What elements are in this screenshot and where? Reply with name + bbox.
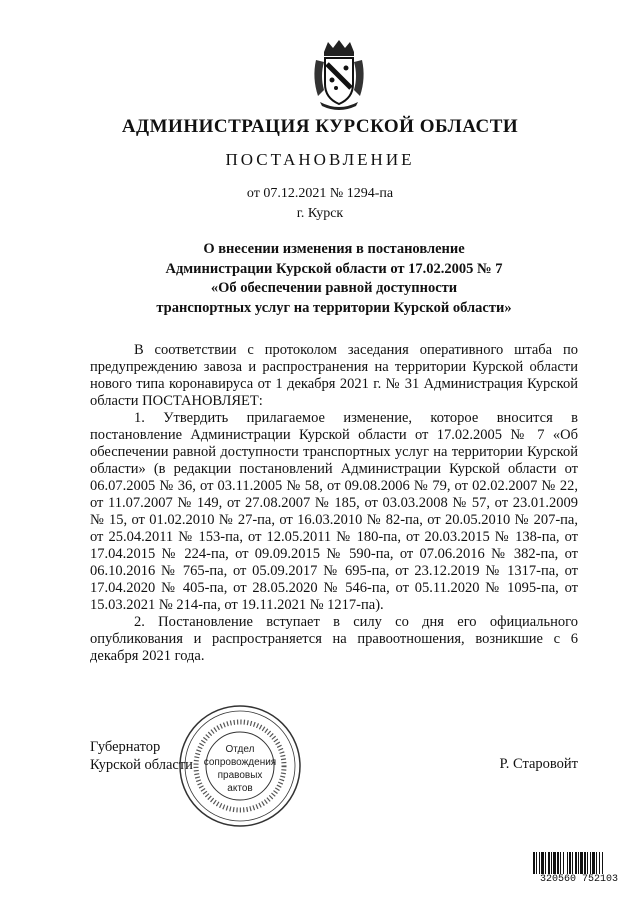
- preamble-paragraph: В соответствии с протоколом заседания оперативного штаба по предупреждению завоза и распространения на территории Курской области нового типа коронавируса от 1 декабря 2021 г. № 31 Администрация Курской области ПОСТАНОВЛЯЕТ:: [90, 342, 578, 409]
- subject-line: транспортных услуг на территории Курской области»: [156, 299, 512, 316]
- subject-line: Администрации Курской области от 17.02.2005 № 7: [165, 260, 503, 277]
- position-line: Губернатор: [90, 739, 161, 755]
- barcode-number: 320560 752103: [539, 874, 618, 885]
- item-1-paragraph: 1. Утвердить прилагаемое изменение, которое вносится в постановление Администрации Курской области от 17.02.2005 № 7 «Об обеспечении равной доступности транспортных услуг на территории Курской области» (в редакции постановлений Администрации Курской области от 06.07.2005 № 36, от 03.11.2005 № 58, от 09.08.2006 № 79, от 02.02.2007 № 22, от 11.07.2007 № 149, от 27.08.2007 № 185, от 03.03.2008 № 57, от 23.01.2009 № 15, от 01.02.2010 № 27-па, от 16.03.2010 № 82-па, от 20.05.2010 № 207-па, от 25.04.2011 № 153-па, от 12.05.2011 № 180-па, от 20.03.2015 № 138-па, от 17.04.2015 № 224-па, от 09.09.2015 № 590-па, от 07.06.2016 № 382-па, от 06.10.2016 № 765-па, от 05.09.2017 № 695-па, от 23.12.2019 № 1317-па, от 17.04.2020 № 405-па, от 28.05.2020 № 546-па, от 05.11.2020 № 1095-па, от 15.03.2021 № 214-па, от 19.11.2021 № 1217-па).: [90, 410, 578, 613]
- item-2-paragraph: 2. Постановление вступает в силу со дня его официального опубликования и распространяется на правоотношения, возникшие с 6 декабря 2021 года.: [90, 614, 578, 664]
- document-subject: [90, 240, 578, 318]
- stamp-line: Отдел: [225, 744, 255, 755]
- kursk-coat-of-arms-icon: [310, 38, 368, 110]
- position-line: Курской области: [90, 757, 193, 773]
- stamp-text: [198, 743, 282, 795]
- document-date-number: от 07.12.2021 № 1294-па: [246, 186, 394, 201]
- stamp-line: правовых: [217, 770, 263, 781]
- document-city: г. Курск: [296, 206, 344, 221]
- organization-title: АДМИНИСТРАЦИЯ КУРСКОЙ ОБЛАСТИ: [121, 116, 519, 137]
- document-body: [90, 342, 578, 665]
- signer-name: Р. Старовойт: [499, 756, 578, 772]
- document-type: ПОСТАНОВЛЕНИЕ: [225, 150, 415, 169]
- stamp-line: актов: [227, 783, 253, 794]
- subject-line: О внесении изменения в постановление: [203, 241, 465, 257]
- barcode-icon: [532, 852, 626, 874]
- stamp-line: сопровождения: [203, 757, 277, 768]
- subject-line: «Об обеспечении равной доступности: [210, 280, 458, 296]
